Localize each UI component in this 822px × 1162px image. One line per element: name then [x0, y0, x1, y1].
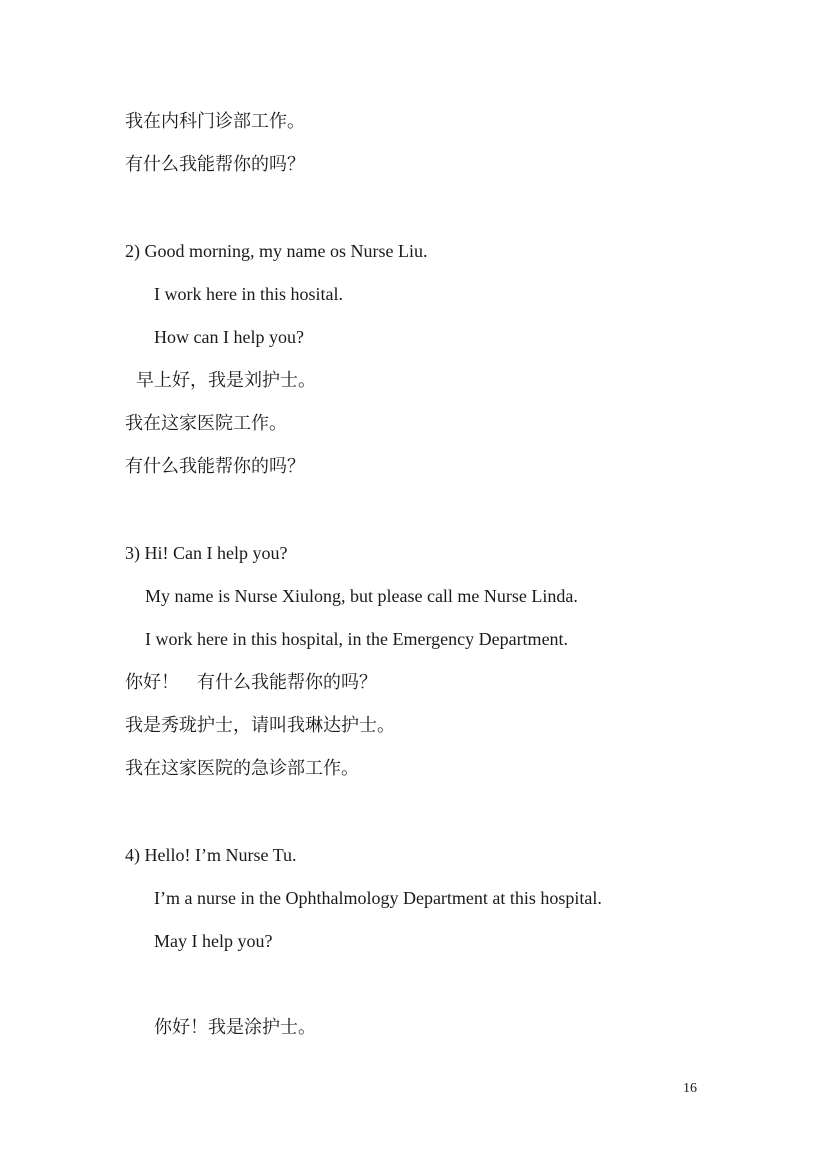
text-line-18: 你好！我是涂护士。	[154, 1017, 316, 1037]
text-line-1: 我在内科门诊部工作。	[125, 111, 305, 131]
text-line-7: 我在这家医院工作。	[125, 413, 287, 433]
text-line-15: 4) Hello! I’m Nurse Tu.	[125, 845, 297, 865]
text-line-16: I’m a nurse in the Ophthalmology Department at this hospital.	[154, 888, 602, 908]
text-line-2: 有什么我能帮你的吗？	[125, 154, 305, 174]
text-line-9: 3) Hi! Can I help you?	[125, 543, 288, 563]
text-line-6: 早上好，我是刘护士。	[136, 370, 316, 390]
text-line-17: May I help you?	[154, 931, 273, 951]
text-line-10: My name is Nurse Xiulong, but please call me Nurse Linda.	[145, 586, 578, 606]
text-line-4: I work here in this hosital.	[154, 284, 343, 304]
text-line-11: I work here in this hospital, in the Emergency Department.	[145, 629, 569, 649]
text-line-12: 你好！ 有什么我能帮你的吗？	[125, 672, 377, 692]
text-line-14: 我在这家医院的急诊部工作。	[125, 758, 359, 778]
page-number: 16	[683, 1081, 697, 1096]
text-line-5: How can I help you?	[154, 327, 304, 347]
text-line-3: 2) Good morning, my name os Nurse Liu.	[125, 241, 428, 261]
text-line-13: 我是秀珑护士，请叫我琳达护士。	[125, 715, 395, 735]
text-line-8: 有什么我能帮你的吗？	[125, 456, 305, 476]
